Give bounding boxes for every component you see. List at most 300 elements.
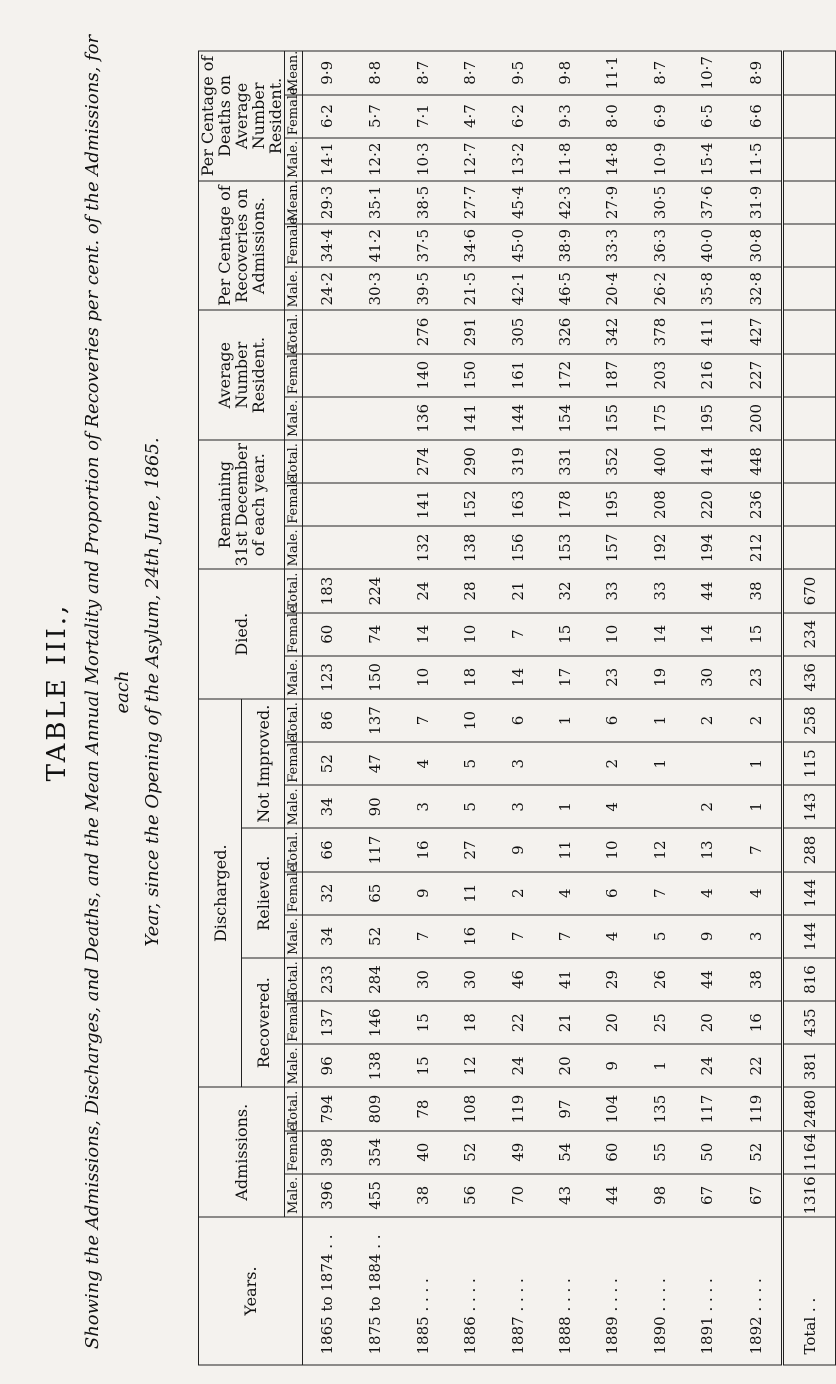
value-cell: 136 (399, 396, 446, 439)
value-cell: 290 (446, 439, 493, 482)
value-cell: 43 (541, 1173, 588, 1216)
value-cell: 156 (494, 526, 541, 569)
value-cell: 45·4 (494, 180, 541, 223)
year-cell: 1890 . . . . (636, 1217, 683, 1365)
value-cell: 146 (351, 1001, 398, 1044)
value-cell: 144 (783, 871, 836, 914)
value-cell: 20 (684, 1001, 731, 1044)
value-cell: 98 (636, 1173, 683, 1216)
value-cell: 141 (399, 483, 446, 526)
value-cell: 35·1 (351, 180, 398, 223)
value-cell: 4 (589, 785, 636, 828)
value-cell (351, 526, 398, 569)
subcol-total: Total. (285, 957, 303, 1000)
col-pc-deaths: Per Centage of Deaths on Average Number Resident. (199, 51, 285, 181)
value-cell: 448 (731, 439, 782, 482)
value-cell: 331 (541, 439, 588, 482)
value-cell: 13 (684, 828, 731, 871)
value-cell: 52 (351, 914, 398, 957)
value-cell: 319 (494, 439, 541, 482)
value-cell: 13·2 (494, 137, 541, 180)
value-cell: 816 (783, 957, 836, 1000)
value-cell: 4 (589, 914, 636, 957)
table-row (399, 51, 446, 1365)
value-cell: 150 (446, 353, 493, 396)
value-cell: 8·7 (636, 51, 683, 95)
value-cell: 50 (684, 1130, 731, 1173)
value-cell: 143 (783, 785, 836, 828)
subcol-male: Male. (285, 785, 303, 828)
value-cell: 200 (731, 396, 782, 439)
value-cell: 10 (446, 612, 493, 655)
value-cell: 44 (684, 569, 731, 612)
value-cell (303, 353, 352, 396)
value-cell: 194 (684, 526, 731, 569)
value-cell: 23 (589, 655, 636, 698)
value-cell: 25 (636, 1001, 683, 1044)
value-cell: 27·7 (446, 180, 493, 223)
value-cell: 38 (731, 569, 782, 612)
value-cell: 140 (399, 353, 446, 396)
value-cell: 5 (446, 742, 493, 785)
value-cell: 30 (684, 655, 731, 698)
value-cell: 40·0 (684, 224, 731, 267)
value-cell: 234 (783, 612, 836, 655)
value-cell: 34·6 (446, 224, 493, 267)
value-cell: 5 (446, 785, 493, 828)
value-cell: 378 (636, 310, 683, 353)
value-cell: 3 (399, 785, 446, 828)
value-cell: 183 (303, 569, 352, 612)
value-cell: 67 (731, 1173, 782, 1216)
subcol-female: Female. (285, 1130, 303, 1173)
value-cell: 66 (303, 828, 352, 871)
value-cell: 305 (494, 310, 541, 353)
value-cell: 14 (399, 612, 446, 655)
value-cell: 12·7 (446, 137, 493, 180)
value-cell: 117 (351, 828, 398, 871)
value-cell: 96 (303, 1044, 352, 1087)
value-cell: 90 (351, 785, 398, 828)
subcol-male: Male. (285, 1173, 303, 1216)
value-cell: 137 (303, 1001, 352, 1044)
value-cell: 288 (783, 828, 836, 871)
table-number: TABLE III., (42, 602, 72, 782)
value-cell: 132 (399, 526, 446, 569)
value-cell: 14·8 (589, 137, 636, 180)
subcol-female: Female. (285, 483, 303, 526)
value-cell (684, 742, 731, 785)
subcol-female: Female. (285, 353, 303, 396)
value-cell (303, 526, 352, 569)
value-cell: 10 (589, 828, 636, 871)
value-cell: 5 (636, 914, 683, 957)
value-cell: 1164 (783, 1130, 836, 1173)
subcol-mean: Mean. (285, 51, 303, 95)
value-cell: 14 (684, 612, 731, 655)
table-row (446, 51, 493, 1365)
value-cell: 26 (636, 957, 683, 1000)
value-cell: 12·2 (351, 137, 398, 180)
table-row (494, 51, 541, 1365)
value-cell: 195 (589, 483, 636, 526)
value-cell: 1 (636, 1044, 683, 1087)
value-cell: 65 (351, 871, 398, 914)
value-cell (636, 785, 683, 828)
value-cell: 29·3 (303, 180, 352, 223)
value-cell: 32·8 (731, 267, 782, 310)
value-cell: 34·4 (303, 224, 352, 267)
value-cell: 4·7 (446, 94, 493, 137)
value-cell: 33·3 (589, 224, 636, 267)
value-cell: 56 (446, 1173, 493, 1216)
table-row (684, 51, 731, 1365)
year-cell: 1887 . . . . (494, 1217, 541, 1365)
value-cell: 52 (731, 1130, 782, 1173)
table-row (636, 51, 683, 1365)
value-cell: 30·5 (636, 180, 683, 223)
value-cell: 8·8 (351, 51, 398, 95)
value-cell: 34 (303, 785, 352, 828)
value-cell: 153 (541, 526, 588, 569)
value-cell: 28 (446, 569, 493, 612)
value-cell: 455 (351, 1173, 398, 1216)
value-cell (351, 396, 398, 439)
value-cell (783, 51, 836, 95)
value-cell: 192 (636, 526, 683, 569)
value-cell (783, 439, 836, 482)
value-cell: 435 (783, 1001, 836, 1044)
value-cell: 4 (541, 871, 588, 914)
value-cell (783, 137, 836, 180)
subcol-total: Total. (285, 439, 303, 482)
value-cell (783, 526, 836, 569)
value-cell: 2 (589, 742, 636, 785)
value-cell: 16 (446, 914, 493, 957)
subcol-total: Total. (285, 569, 303, 612)
value-cell: 224 (351, 569, 398, 612)
value-cell: 4 (399, 742, 446, 785)
value-cell: 67 (684, 1173, 731, 1216)
value-cell: 32 (541, 569, 588, 612)
value-cell: 15 (541, 612, 588, 655)
value-cell: 1 (731, 785, 782, 828)
value-cell: 3 (494, 742, 541, 785)
value-cell: 18 (446, 655, 493, 698)
value-cell: 1 (636, 742, 683, 785)
value-cell: 7 (399, 698, 446, 741)
value-cell (783, 353, 836, 396)
value-cell: 49 (494, 1130, 541, 1173)
value-cell: 161 (494, 353, 541, 396)
value-cell: 352 (589, 439, 636, 482)
subcol-female: Female. (285, 612, 303, 655)
value-cell: 33 (589, 569, 636, 612)
value-cell: 163 (494, 483, 541, 526)
value-cell: 10 (399, 655, 446, 698)
value-cell: 6·2 (303, 94, 352, 137)
value-cell: 9 (494, 828, 541, 871)
col-relieved: Relieved. (242, 828, 285, 958)
value-cell: 23 (731, 655, 782, 698)
value-cell: 31·9 (731, 180, 782, 223)
value-cell: 809 (351, 1087, 398, 1130)
value-cell: 30·8 (731, 224, 782, 267)
subcol-total: Total. (285, 310, 303, 353)
value-cell: 291 (446, 310, 493, 353)
value-cell (303, 396, 352, 439)
table-row (731, 51, 782, 1365)
value-cell: 38 (399, 1173, 446, 1216)
value-cell: 1 (731, 742, 782, 785)
value-cell: 119 (494, 1087, 541, 1130)
value-cell: 10 (589, 612, 636, 655)
value-cell: 216 (684, 353, 731, 396)
value-cell: 11·8 (541, 137, 588, 180)
subcol-total: Total. (285, 828, 303, 871)
subcol-total: Total. (285, 698, 303, 741)
value-cell: 2480 (783, 1087, 836, 1130)
value-cell: 276 (399, 310, 446, 353)
value-cell: 2 (731, 698, 782, 741)
value-cell: 21·5 (446, 267, 493, 310)
value-cell: 7 (494, 612, 541, 655)
value-cell: 12 (636, 828, 683, 871)
value-cell: 46 (494, 957, 541, 1000)
value-cell: 97 (541, 1087, 588, 1130)
value-cell: 52 (446, 1130, 493, 1173)
value-cell: 4 (684, 871, 731, 914)
value-cell: 137 (351, 698, 398, 741)
value-cell: 27 (446, 828, 493, 871)
year-cell: 1889 . . . . (589, 1217, 636, 1365)
value-cell: 8·7 (399, 51, 446, 95)
subcol-female: Female. (285, 871, 303, 914)
value-cell: 9·8 (541, 51, 588, 95)
subcol-female: Female. (285, 742, 303, 785)
value-cell: 9·3 (541, 94, 588, 137)
value-cell: 208 (636, 483, 683, 526)
value-cell (783, 483, 836, 526)
value-cell (783, 94, 836, 137)
value-cell: 30 (446, 957, 493, 1000)
value-cell: 22 (731, 1044, 782, 1087)
value-cell: 794 (303, 1087, 352, 1130)
value-cell: 15 (399, 1044, 446, 1087)
value-cell: 16 (399, 828, 446, 871)
table-row (351, 51, 398, 1365)
value-cell: 138 (351, 1044, 398, 1087)
value-cell: 33 (636, 569, 683, 612)
value-cell: 7·1 (399, 94, 446, 137)
value-cell: 14 (636, 612, 683, 655)
value-cell: 21 (541, 1001, 588, 1044)
value-cell: 54 (541, 1130, 588, 1173)
value-cell: 2 (684, 785, 731, 828)
value-cell: 135 (636, 1087, 683, 1130)
value-cell: 2 (684, 698, 731, 741)
subcol-female: Female. (285, 94, 303, 137)
value-cell: 227 (731, 353, 782, 396)
value-cell: 38 (731, 957, 782, 1000)
value-cell: 34 (303, 914, 352, 957)
subcol-female: Female. (285, 1001, 303, 1044)
table-row (541, 51, 588, 1365)
value-cell: 9·9 (303, 51, 352, 95)
value-cell: 41·2 (351, 224, 398, 267)
subcol-male: Male. (285, 1044, 303, 1087)
value-cell: 52 (303, 742, 352, 785)
value-cell: 32 (303, 871, 352, 914)
value-cell: 175 (636, 396, 683, 439)
value-cell: 26·2 (636, 267, 683, 310)
value-cell: 220 (684, 483, 731, 526)
subcol-female: Female. (285, 224, 303, 267)
value-cell: 12 (446, 1044, 493, 1087)
year-cell: 1875 to 1884 . . (351, 1217, 398, 1365)
value-cell: 233 (303, 957, 352, 1000)
value-cell: 6 (589, 698, 636, 741)
value-cell: 55 (636, 1130, 683, 1173)
value-cell: 60 (589, 1130, 636, 1173)
value-cell: 144 (783, 914, 836, 957)
value-cell: 1 (541, 785, 588, 828)
caption-line-1: Showing the Admissions, Discharges, and Deaths, and the Mean Annual Mortality and Proportion of Recoveries per cent. of the Admissions, for each (82, 34, 133, 1350)
subcol-male: Male. (285, 655, 303, 698)
value-cell: 7 (731, 828, 782, 871)
value-cell: 6·5 (684, 94, 731, 137)
value-cell: 6·9 (636, 94, 683, 137)
caption-line-2: Year, since the Opening of the Asylum, 24th June, 1865. (142, 437, 163, 947)
col-average-resident: Average Number Resident. (199, 310, 285, 440)
col-discharged: Discharged. (199, 698, 242, 1087)
value-cell: 14·1 (303, 137, 352, 180)
year-cell: Total . . (783, 1217, 836, 1365)
value-cell: 104 (589, 1087, 636, 1130)
value-cell: 411 (684, 310, 731, 353)
value-cell: 47 (351, 742, 398, 785)
value-cell: 30·3 (351, 267, 398, 310)
value-cell: 155 (589, 396, 636, 439)
value-cell: 2 (494, 871, 541, 914)
year-cell: 1891 . . . . (684, 1217, 731, 1365)
value-cell: 187 (589, 353, 636, 396)
value-cell: 8·9 (731, 51, 782, 95)
year-cell: 1886 . . . . (446, 1217, 493, 1365)
value-cell: 195 (684, 396, 731, 439)
table-row (303, 51, 352, 1365)
year-cell: 1888 . . . . (541, 1217, 588, 1365)
value-cell: 381 (783, 1044, 836, 1087)
value-cell: 154 (541, 396, 588, 439)
subcol-male: Male. (285, 914, 303, 957)
value-cell: 41 (541, 957, 588, 1000)
subcol-male: Male. (285, 396, 303, 439)
value-cell: 15·4 (684, 137, 731, 180)
value-cell: 6·6 (731, 94, 782, 137)
value-cell: 670 (783, 569, 836, 612)
value-cell: 6·2 (494, 94, 541, 137)
value-cell: 7 (541, 914, 588, 957)
value-cell (351, 310, 398, 353)
value-cell: 9 (684, 914, 731, 957)
value-cell: 396 (303, 1173, 352, 1216)
value-cell: 10 (446, 698, 493, 741)
value-cell: 30 (399, 957, 446, 1000)
value-cell: 37·5 (399, 224, 446, 267)
subcol-male: Male. (285, 526, 303, 569)
value-cell: 86 (303, 698, 352, 741)
value-cell: 37·6 (684, 180, 731, 223)
value-cell: 172 (541, 353, 588, 396)
value-cell: 7 (399, 914, 446, 957)
value-cell: 42·1 (494, 267, 541, 310)
value-cell: 15 (731, 612, 782, 655)
value-cell: 9 (399, 871, 446, 914)
value-cell: 17 (541, 655, 588, 698)
value-cell: 39·5 (399, 267, 446, 310)
value-cell: 8·7 (446, 51, 493, 95)
value-cell: 24 (399, 569, 446, 612)
subcol-male: Male. (285, 137, 303, 180)
value-cell: 398 (303, 1130, 352, 1173)
value-cell: 1 (541, 698, 588, 741)
value-cell: 436 (783, 655, 836, 698)
value-cell: 45·0 (494, 224, 541, 267)
value-cell: 40 (399, 1130, 446, 1173)
statistics-table (198, 50, 819, 1365)
col-died: Died. (199, 569, 285, 699)
value-cell: 22 (494, 1001, 541, 1044)
value-cell (783, 224, 836, 267)
value-cell: 138 (446, 526, 493, 569)
value-cell: 10·3 (399, 137, 446, 180)
value-cell: 3 (494, 785, 541, 828)
year-cell: 1892 . . . . (731, 1217, 782, 1365)
value-cell: 274 (399, 439, 446, 482)
value-cell: 354 (351, 1130, 398, 1173)
value-cell: 21 (494, 569, 541, 612)
subcol-male: Male. (285, 267, 303, 310)
value-cell: 44 (589, 1173, 636, 1216)
value-cell: 119 (731, 1087, 782, 1130)
value-cell: 20 (541, 1044, 588, 1087)
value-cell: 123 (303, 655, 352, 698)
value-cell: 74 (351, 612, 398, 655)
year-cell: 1885 . . . . (399, 1217, 446, 1365)
col-recovered: Recovered. (242, 957, 285, 1087)
value-cell (303, 310, 352, 353)
value-cell: 20 (589, 1001, 636, 1044)
value-cell: 3 (731, 914, 782, 957)
value-cell: 11 (446, 871, 493, 914)
value-cell: 14 (494, 655, 541, 698)
value-cell: 70 (494, 1173, 541, 1216)
value-cell: 236 (731, 483, 782, 526)
value-cell: 44 (684, 957, 731, 1000)
value-cell: 38·5 (399, 180, 446, 223)
col-pc-recoveries: Per Centage of Recoveries on Admissions. (199, 180, 285, 310)
value-cell: 35·8 (684, 267, 731, 310)
value-cell (783, 180, 836, 223)
value-cell: 60 (303, 612, 352, 655)
value-cell: 29 (589, 957, 636, 1000)
value-cell: 8·0 (589, 94, 636, 137)
value-cell: 7 (494, 914, 541, 957)
value-cell (303, 483, 352, 526)
value-cell: 284 (351, 957, 398, 1000)
value-cell: 414 (684, 439, 731, 482)
